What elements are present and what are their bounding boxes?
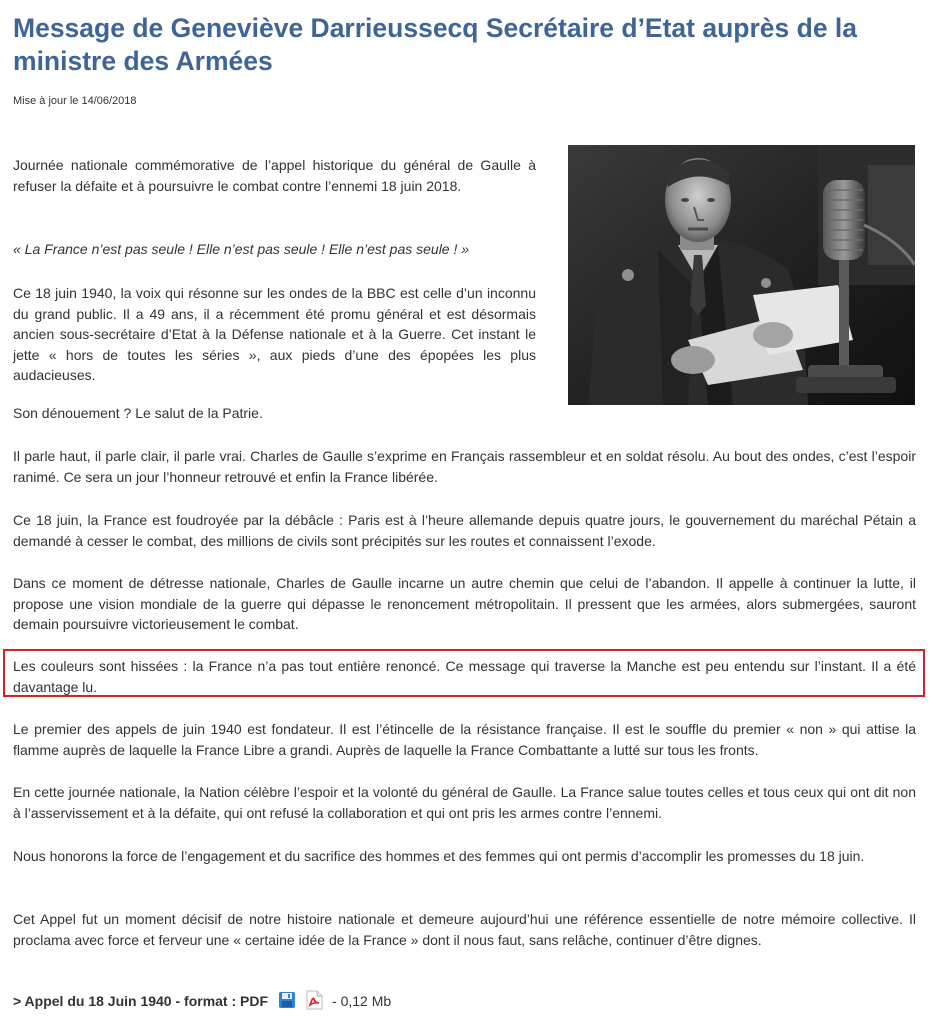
paragraph-premier-appel: Le premier des appels de juin 1940 est fondateur. Il est l’étincelle de la résistance française. Il est le souffle du premier « non » qui attise la flamme auprès de laquelle la France Libre a grandi. Auprès de laquelle la France Combattante a lutté sur tous les fronts. <box>13 721 916 758</box>
paragraph-debacle: Ce 18 juin, la France est foudroyée par la débâcle : Paris est à l’heure allemande depuis quatre jours, le gouvernement du maréchal Pétain a demandé à cesser le combat, des millions de civils sont précipités sur les routes et connaissent l’exode. <box>13 512 916 549</box>
paragraph-appel-decisif: Cet Appel fut un moment décisif de notre histoire nationale et demeure aujourd’hui une référence essentielle de notre mémoire collective. Il proclama avec force et ferveur une « certaine idée de la France » dont il nous faut, sans relâche, continuer d’être dignes. <box>13 911 916 948</box>
floppy-disk-icon[interactable] <box>278 991 296 1012</box>
pdf-download-link[interactable]: > Appel du 18 Juin 1940 - format : PDF <box>13 993 269 1009</box>
photo-de-gaulle-microphone-image <box>568 145 915 405</box>
paragraph-couleurs: Les couleurs sont hissées : la France n’a pas tout entière renoncé. Ce message qui traverse la Manche est peu entendu sur l’instant. Il a été davantage lu. <box>13 658 916 695</box>
paragraph-denouement: Son dénouement ? Le salut de la Patrie. <box>13 405 263 421</box>
paragraph-parle: Il parle haut, il parle clair, il parle vrai. Charles de Gaulle s’exprime en Français rassembleur et en soldat résolu. Au bout des ondes, c’est l’espoir ranimé. Ce sera un jour l’honneur retrouvé et enfin la France libérée. <box>13 448 916 485</box>
download-line <box>13 991 391 1011</box>
pdf-file-icon[interactable] <box>304 990 324 1013</box>
paragraph-bbc: Ce 18 juin 1940, la voix qui résonne sur les ondes de la BBC est celle d’un inconnu du grand public. Il a 49 ans, il a récemment été promu général et est désormais ancien sous-secrétaire d’Etat à la Défense nationale et à la Guerre. Cet instant le jette « hors de toutes les séries », aux pieds d’une des épopées les plus audacieuses. <box>13 285 536 384</box>
update-date: Mise à jour le 14/06/2018 <box>13 95 137 107</box>
paragraph-honorons: Nous honorons la force de l’engagement et du sacrifice des hommes et des femmes qui ont permis d’accomplir les promesses du 18 juin. <box>13 848 865 864</box>
paragraph-detresse: Dans ce moment de détresse nationale, Charles de Gaulle incarne un autre chemin que celui de l’abandon. Il appelle à continuer la lutte, il propose une vision mondiale de la guerre qui dépasse le renoncement métropolitain. Il pressent que les armées, alors submergées, sauront demain poursuivre victorieusement le combat. <box>13 575 916 633</box>
paragraph-journee-nationale: En cette journée nationale, la Nation célèbre l’espoir et la volonté du général de Gaulle. La France salue toutes celles et tous ceux qui ont dit non à l’asservissement et à la défaite, qui ont refusé la collaboration et qui ont pris les armes contre l’ennemi. <box>13 784 916 821</box>
paragraph-intro: Journée nationale commémorative de l’appel historique du général de Gaulle à refuser la défaite et à poursuivre le combat contre l’ennemi 18 juin 2018. <box>13 157 536 194</box>
pdf-file-size: - 0,12 Mb <box>332 993 392 1009</box>
article-photo <box>568 145 915 405</box>
page-title: Message de Geneviève Darrieussecq Secrétaire d’Etat auprès de la ministre des Armées <box>13 13 858 76</box>
paragraph-quote: « La France n’est pas seule ! Elle n’est pas seule ! Elle n’est pas seule ! » <box>13 241 470 257</box>
